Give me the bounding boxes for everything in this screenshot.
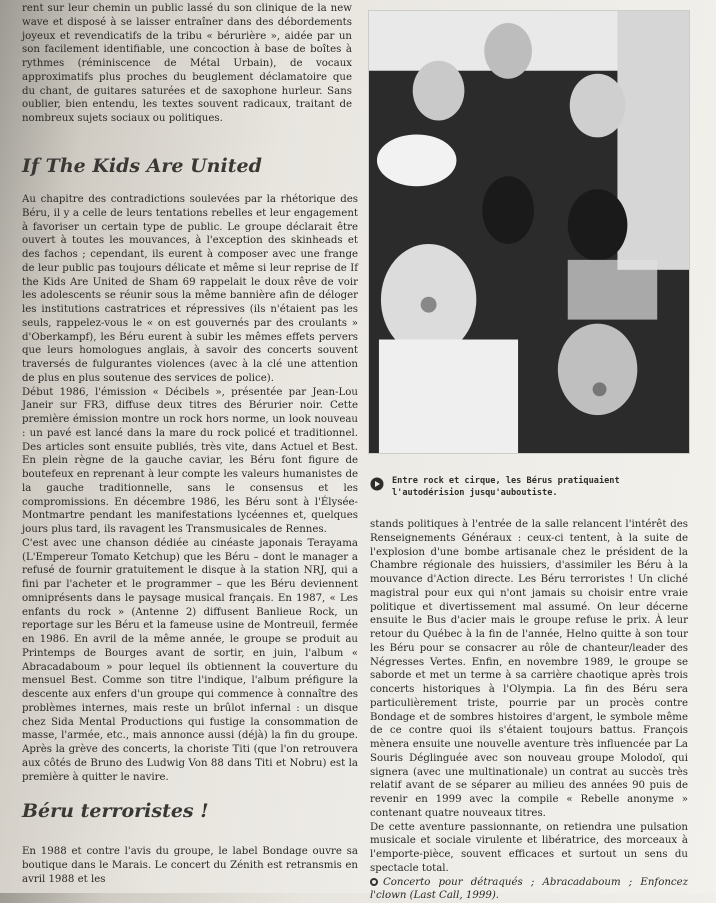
discography-text: Concerto pour détraqués ; Abracadaboum ; Enfoncez l'clown (Last Call, 1999). <box>370 877 688 902</box>
caption-text: Entre rock et cirque, les Bérus pratiquaient l'autodérision jusqu'auboutiste. <box>392 475 662 499</box>
bullet-circle-icon <box>370 878 378 886</box>
right-body-column <box>370 518 688 903</box>
right-paragraph-1: stands politiques à l'entrée de la salle relancent l'intérêt des Renseignements Généraux : ceux-ci tentent, à la suite de l'explosion d'une bombe artisanale chez le président de la Chambre régionale des huissiers, d'assimiler les Béru à la mouvance d'Action directe. Les Béru terroristes ! Un cliché magistral pour eux qui n'ont jamais su choisir entre vraie politique et divertissement mal assumé. On leur décerne ensuite le Bus d'acier mais le groupe refuse le prix. À leur retour du Québec à la fin de l'année, Helno quitte à son tour les Béru pour se consacrer au rôle de chanteur/leader des Négresses Vertes. Enfin, en novembre 1989, le groupe se saborde et met un terme à sa carrière chaotique après trois concerts historiques à l'Olympia. La fin des Béru sera particulièrement triste, pourrie par un procès contre Bondage et de sombres histoires d'argent, le symbole même de ce contre quoi ils s'étaient toujours battus. François mènera ensuite une nouvelle aventure très influencée par La Souris Déglinguée avec son nouveau groupe Molodoï, qui signera (avec une multinationale) un contrat au succès très relatif avant de se séparer au milieu des années 90 puis de revenir en 1999 avec la compile « Rebelle anonyme » contenant quatre nouveaux titres. <box>370 518 688 821</box>
body-paragraph-3: C'est avec une chanson dédiée au cinéaste japonais Terayama (L'Empereur Tomato Ketchup) que les Béru – dont le manager a refusé de fournir gratuitement le disque à la station NRJ, qui a fini par l'acheter et le programmer – que les Béru deviennent omniprésents dans le paysage musical français. En 1987, « Les enfants du rock » (Antenne 2) diffusent Banlieue Rock, un reportage sur les Béru et la fameuse usine de Montreuil, fermée en 1986. En avril de la même année, le groupe se produit au Printemps de Bourges avant de sortir, en juin, l'album « Abracadaboum » pour lequel ils obtiennent la couverture du mensuel Best. Comme son titre l'indique, l'album préfigure la descente aux enfers d'un groupe qui commence à connaître des problèmes internes, mais reste un brûlot infernal : un disque chez Sida Mental Productions qui fustige la consommation de masse, l'armée, etc., mais annonce aussi (déjà) la fin du groupe. Après la grève des concerts, la choriste Titi (que l'on retrouvera aux côtés de Bruno des Ludwig Von 88 dans Titi et Nobru) est la première à quitter le navire. <box>22 537 358 785</box>
right-paragraph-2: De cette aventure passionnante, on retiendra une pulsation musicale et sociale virulente et libératrice, des morceaux à l'emporte-pièce, souvent efficaces et surtout un sens du spectacle total. <box>370 821 688 876</box>
band-photo-illustration <box>369 11 689 453</box>
intro-paragraph: rent sur leur chemin un public lassé du son clinique de la new wave et disposé à se laisser entraîner dans des débordements joyeux et revendicatifs de la tribu « bérurière », aidée par un son facilement identifiable, une concoction à base de boîtes à rythmes (réminiscence de Métal Urbain), de vocaux approximatifs plus proches du beuglement déclamatoire que du chant, de guitares saturées et de saxophone hurleur. Sans oublier, bien entendu, les textes souvent radicaux, traitant de nombreux sujets sociaux ou politiques. <box>22 2 352 126</box>
intro-column <box>22 2 352 126</box>
section-heading-beru: Béru terroristes ! <box>22 800 209 822</box>
closing-left-column <box>22 845 358 886</box>
left-body-column <box>22 193 358 784</box>
body-paragraph-2: Début 1986, l'émission « Décibels », présentée par Jean-Lou Janeir sur FR3, diffuse deux titres des Bérurier noir. Cette première émission montre un rock hors norme, un look nouveau : un pavé est lancé dans la mare du rock policé et traditionnel. Des articles sont ensuite publiés, très vite, dans Actuel et Best. En plein règne de la gauche caviar, les Béru font figure de boutefeux en reprenant à leur compte les valeurs humanistes de la gauche traditionnelle, sans le consensus et les compromissions. En décembre 1986, les Béru sont à l'Élysée-Montmartre pendant les manifestations lycéennes et, quelques jours plus tard, ils ravagent les Transmusicales de Rennes. <box>22 386 358 537</box>
discography-ref <box>370 876 688 903</box>
section-heading-kids: If The Kids Are United <box>22 155 262 177</box>
body-paragraph-1: Au chapitre des contradictions soulevées par la rhétorique des Béru, il y a celle de leurs tentations rebelles et leur engagement à favoriser un certain type de public. Le groupe déclarait être ouvert à toutes les mouvances, à l'exception des skinheads et des fachos ; cependant, ils eurent à composer avec une frange de leur public pas toujours délicate et même si leur reprise de If the Kids Are United de Sham 69 rappelait le doux rêve de voir les adolescents se réunir sous la même bannière afin de déloger les institutions castratrices et répressives (ils n'étaient pas les seuls, rappelez-vous le « on est gouvernés par des croulants » d'Oberkampf), les Béru eurent à subir les mêmes effets pervers que leurs homologues anglais, à savoir des concerts souvent traversés de fulgurantes violences (avec à la clé une attention de plus en plus soutenue des services de police). <box>22 193 358 386</box>
play-circle-icon <box>370 477 384 491</box>
closing-left-paragraph: En 1988 et contre l'avis du groupe, le label Bondage ouvre sa boutique dans le Marais. Le concert du Zénith est retransmis en avril 1988 et les <box>22 845 358 886</box>
band-photo <box>368 10 690 454</box>
